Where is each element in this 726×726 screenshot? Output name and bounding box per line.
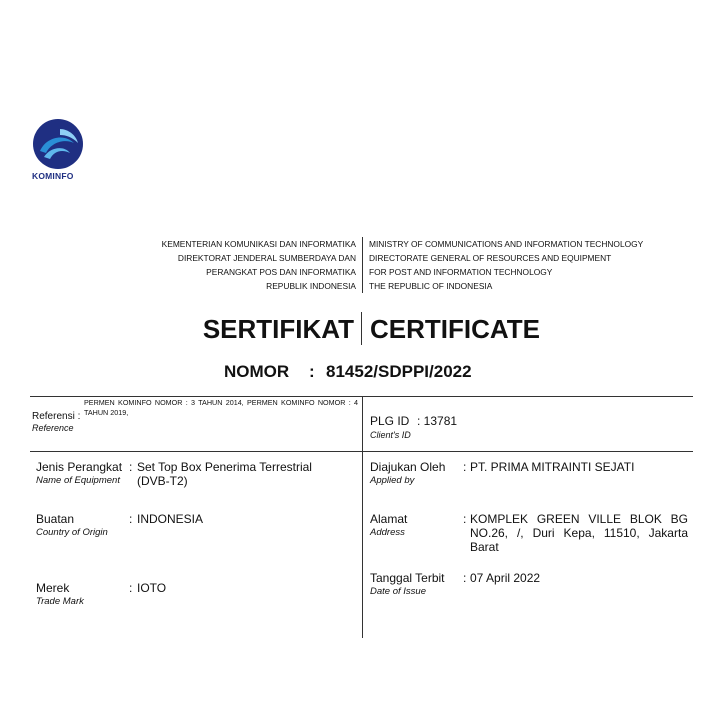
equipment-label-en: Name of Equipment	[36, 475, 120, 486]
origin-value: INDONESIA	[137, 512, 204, 526]
ministry-id-line: PERANGKAT POS DAN INFORMATIKA	[206, 267, 356, 277]
issue-date-value: 07 April 2022	[470, 571, 541, 585]
ministry-id-line: DIREKTORAT JENDERAL SUMBERDAYA DAN	[177, 253, 356, 263]
origin-label-en: Country of Origin	[36, 527, 108, 538]
equipment-value-line2: (DVB-T2)	[137, 474, 188, 488]
equipment-label: Jenis Perangkat	[36, 460, 123, 474]
address-label: Alamat	[370, 512, 408, 526]
logo-text: KOMINFO	[32, 171, 74, 181]
applicant-label: Diajukan Oleh	[370, 460, 446, 474]
address-label-en: Address	[370, 527, 405, 538]
reference-value: PERMEN KOMINFO NOMOR : 3 TAHUN 2014, PERMEN KOMINFO NOMOR : 4 TAHUN 2019,	[84, 398, 358, 417]
number-label: NOMOR	[224, 362, 290, 381]
ministry-en-block	[369, 237, 643, 293]
ministry-id-block	[162, 237, 356, 293]
plg-id-label: PLG ID	[370, 414, 410, 428]
applicant-label-en: Applied by	[370, 475, 415, 486]
ministry-en-line: DIRECTORATE GENERAL OF RESOURCES AND EQUIPMENT	[369, 253, 612, 263]
certificate-number: 81452/SDPPI/2022	[326, 362, 472, 381]
issue-date-label: Tanggal Terbit	[370, 571, 445, 585]
ministry-divider	[362, 237, 363, 293]
address-value: KOMPLEK GREEN VILLE BLOK BG NO.26, /, Duri Kepa, 11510, Jakarta Barat	[470, 512, 688, 554]
address-colon: :	[463, 512, 467, 526]
title-divider	[361, 312, 362, 345]
trademark-label-en: Trade Mark	[36, 596, 84, 607]
reference-label: Referensi :	[32, 411, 81, 422]
number-colon: :	[309, 362, 315, 381]
applicant-value: PT. PRIMA MITRAINTI SEJATI	[470, 460, 635, 474]
ministry-id-line: REPUBLIK INDONESIA	[266, 281, 356, 291]
reference-label-en: Reference	[32, 423, 74, 433]
origin-colon: :	[129, 512, 133, 526]
title-id: SERTIFIKAT	[202, 314, 354, 344]
equipment-colon: :	[129, 460, 133, 474]
ministry-id-line: KEMENTERIAN KOMUNIKASI DAN INFORMATIKA	[161, 239, 356, 249]
equipment-value: Set Top Box Penerima Terrestrial	[137, 460, 312, 474]
ministry-en-line: FOR POST AND INFORMATION TECHNOLOGY	[369, 267, 553, 277]
trademark-colon: :	[129, 581, 133, 595]
trademark-label: Merek	[36, 581, 70, 595]
kominfo-logo	[30, 117, 90, 187]
issue-date-colon: :	[463, 571, 467, 585]
ministry-en-line: MINISTRY OF COMMUNICATIONS AND INFORMATION TECHNOLOGY	[369, 239, 644, 249]
plg-id-value: : 13781	[417, 414, 458, 428]
title-en: CERTIFICATE	[370, 314, 540, 344]
table-center-divider	[362, 396, 363, 638]
plg-id-label-en: Client's ID	[370, 430, 411, 440]
trademark-value: IOTO	[137, 581, 167, 595]
issue-date-label-en: Date of Issue	[370, 586, 426, 597]
applicant-colon: :	[463, 460, 467, 474]
kominfo-emblem-icon	[30, 117, 86, 171]
origin-label: Buatan	[36, 512, 75, 526]
ministry-en-line: THE REPUBLIC OF INDONESIA	[369, 281, 493, 291]
